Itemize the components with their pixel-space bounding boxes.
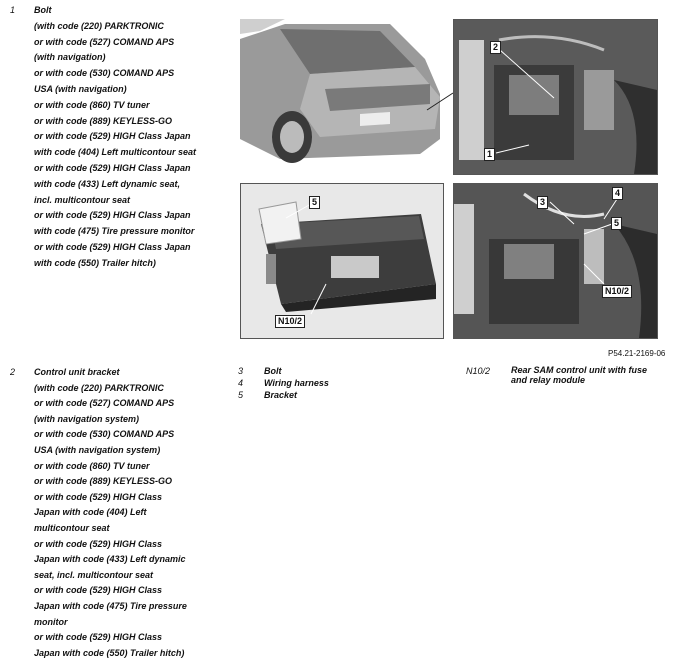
legend-small-value: Bolt (264, 366, 282, 376)
legend-1-line: or with code (530) COMAND APS (34, 68, 175, 79)
legend-2-line: or with code (529) HIGH Class (34, 632, 163, 643)
leader-line (425, 88, 455, 118)
callout-2: 2 (490, 41, 501, 54)
legend-2-line: or with code (527) COMAND APS (34, 398, 175, 409)
legend-2-line: Control unit bracket (34, 367, 120, 377)
callout-n10-trunk: N10/2 (602, 285, 632, 298)
legend-2-line: or with code (529) HIGH Class (34, 585, 163, 596)
legend-2-line: (with navigation system) (34, 413, 140, 424)
trunk-detail-photo-bottom (453, 183, 658, 339)
trunk-detail-photo-top (453, 19, 658, 175)
legend-small-key: 3 (238, 366, 244, 376)
legend-2-number: 2 (10, 367, 16, 377)
control-module-photo (240, 183, 444, 339)
legend-2-line: or with code (889) KEYLESS-GO (34, 476, 173, 487)
car-illustration-icon (240, 19, 440, 164)
legend-1-line: incl. multicontour seat (34, 194, 131, 205)
legend-2-line: seat, incl. multicontour seat (34, 569, 154, 580)
legend-2-line: or with code (529) HIGH Class (34, 538, 163, 549)
legend-2-line: monitor (34, 616, 68, 627)
legend-1-text (34, 3, 196, 272)
legend-1-line: or with code (860) TV tuner (34, 99, 150, 110)
legend-right-text (511, 365, 647, 385)
legend-2-line: or with code (530) COMAND APS (34, 429, 175, 440)
callout-n10-module: N10/2 (275, 315, 305, 328)
legend-small-key: 4 (238, 378, 244, 388)
legend-small-row (238, 365, 329, 377)
legend-1-number: 1 (10, 5, 16, 15)
legend-small-value: Wiring harness (264, 378, 329, 388)
legend-1-line: (with code (220) PARKTRONIC (34, 20, 164, 31)
callout-4: 4 (612, 187, 623, 200)
legend-2-text (34, 365, 187, 661)
legend-1-line: or with code (529) HIGH Class Japan (34, 162, 191, 173)
legend-2-line: Japan with code (433) Left dynamic (34, 554, 186, 565)
legend-2-line: USA (with navigation system) (34, 444, 161, 455)
legend-small-row (238, 377, 329, 389)
legend-2-line: multicontour seat (34, 522, 110, 533)
car-rear-photo (240, 19, 440, 164)
legend-1-line: with code (404) Left multicontour seat (34, 147, 197, 158)
legend-2-line: (with code (220) PARKTRONIC (34, 382, 164, 393)
legend-1-line: Bolt (34, 5, 52, 15)
legend-2-line: or with code (529) HIGH Class (34, 491, 163, 502)
legend-small-key: 5 (238, 390, 244, 400)
legend-1-line: with code (433) Left dynamic seat, (34, 178, 181, 189)
figure-reference: P54.21-2169-06 (608, 349, 666, 358)
callout-3: 3 (537, 196, 548, 209)
callout-5-trunk: 5 (611, 217, 622, 230)
legend-right-line: and relay module (511, 375, 586, 385)
legend-1-line: USA (with navigation) (34, 83, 127, 94)
legend-1-line: with code (550) Trailer hitch) (34, 257, 156, 268)
legend-small (238, 365, 329, 401)
legend-2-line: or with code (860) TV tuner (34, 460, 150, 471)
legend-1-line: or with code (529) HIGH Class Japan (34, 131, 191, 142)
legend-2-line: Japan with code (404) Left (34, 507, 147, 518)
legend-right-line: Rear SAM control unit with fuse (511, 365, 648, 375)
legend-1-line: with code (475) Tire pressure monitor (34, 226, 195, 237)
legend-small-row (238, 389, 329, 401)
callout-5-module: 5 (309, 196, 320, 209)
legend-right-key: N10/2 (466, 366, 491, 376)
callout-1: 1 (484, 148, 495, 161)
legend-2-line: Japan with code (550) Trailer hitch) (34, 647, 185, 658)
legend-1-line: or with code (527) COMAND APS (34, 36, 175, 47)
legend-1-line: or with code (529) HIGH Class Japan (34, 241, 191, 252)
legend-1-line: (with navigation) (34, 52, 106, 63)
legend-2-line: Japan with code (475) Tire pressure (34, 600, 187, 611)
legend-small-value: Bracket (264, 390, 298, 400)
legend-1-line: or with code (529) HIGH Class Japan (34, 210, 191, 221)
legend-1-line: or with code (889) KEYLESS-GO (34, 115, 173, 126)
